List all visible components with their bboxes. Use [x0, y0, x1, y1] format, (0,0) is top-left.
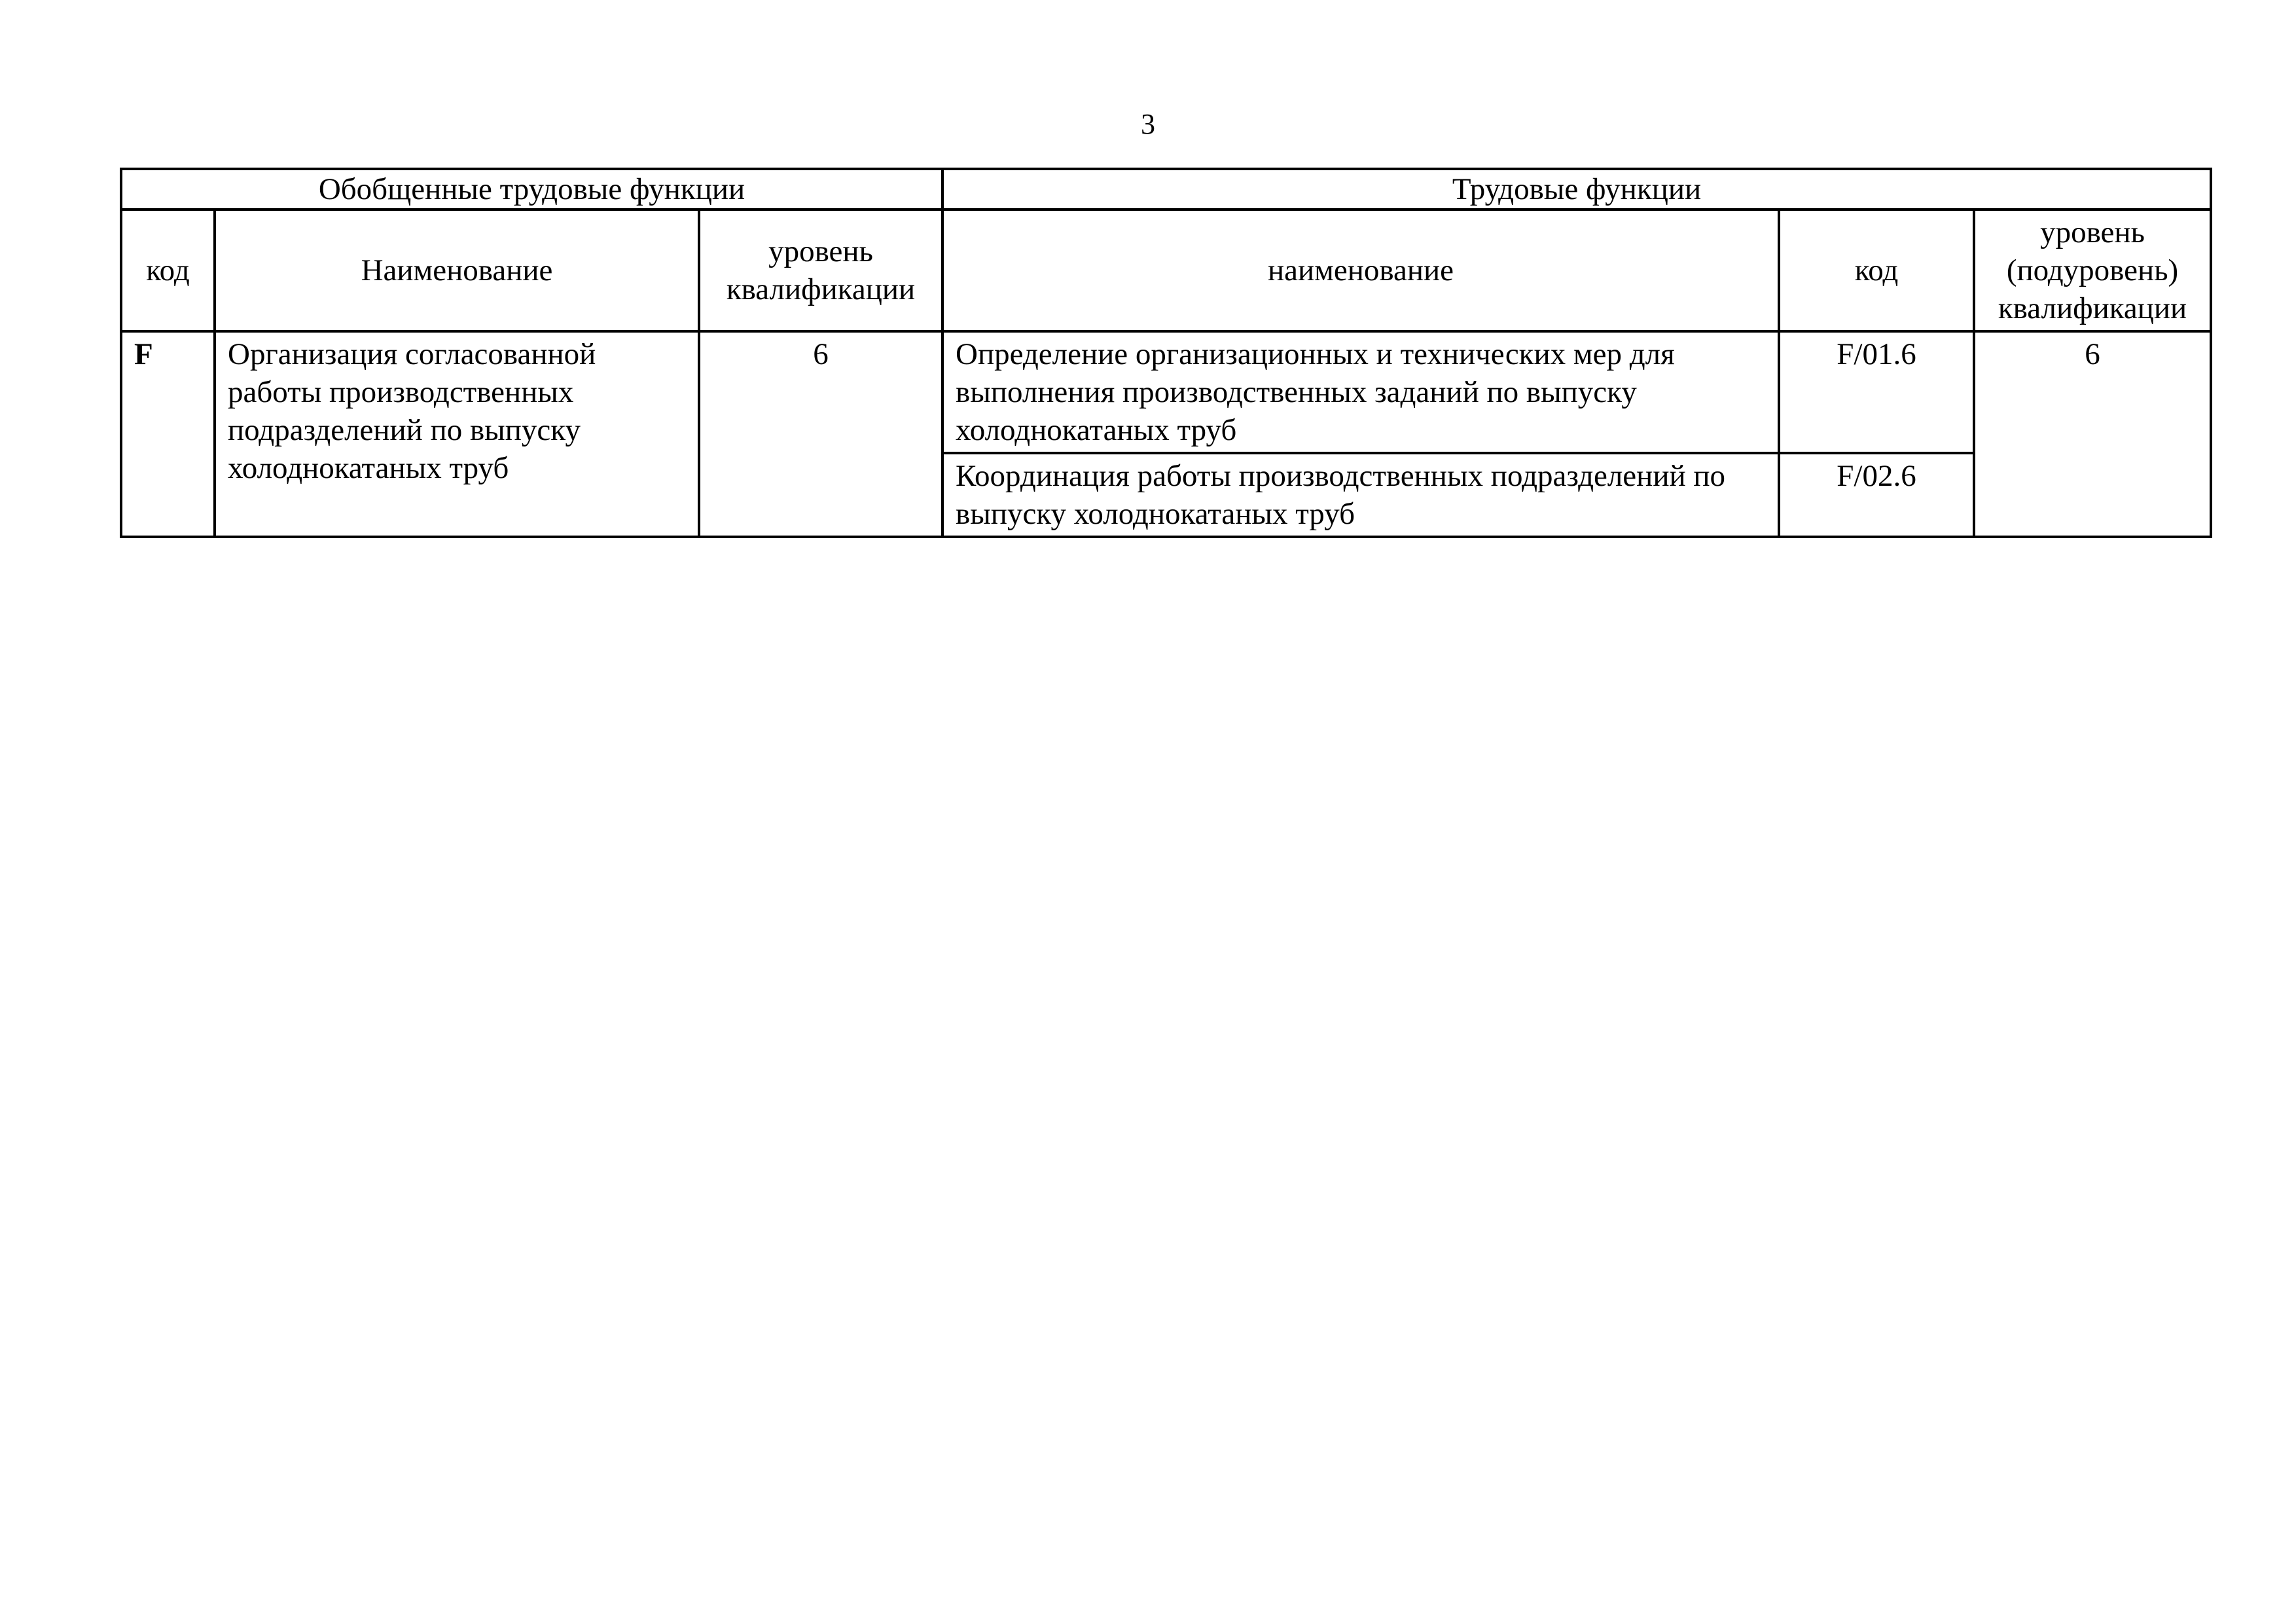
labor-functions-header: Трудовые функции: [942, 169, 2211, 210]
gtf-level-header: уровень квалификации: [699, 210, 942, 331]
gtf-code-cell: F: [121, 331, 215, 537]
tf-code-header: код: [1779, 210, 1974, 331]
table-row: [121, 331, 2211, 453]
tf-name-header: наименование: [942, 210, 1779, 331]
tf-code-cell: F/01.6: [1779, 331, 1974, 453]
page-number: 3: [1141, 108, 1155, 140]
tf-name-cell: Определение организационных и технических мер для выполнения производственных заданий по выпуску холоднокатаных труб: [942, 331, 1779, 453]
gtf-name-cell: Организация согласованной работы производственных подразделений по выпуску холоднокатаных труб: [215, 331, 699, 537]
tf-level-header: уровень (подуровень) квалификации: [1974, 210, 2211, 331]
group-header-row: [121, 169, 2211, 210]
labor-functions-table: [120, 168, 2212, 538]
tf-level-cell: 6: [1974, 331, 2211, 537]
generalized-functions-header: Обобщенные трудовые функции: [121, 169, 942, 210]
gtf-name-header: Наименование: [215, 210, 699, 331]
tf-code-cell: F/02.6: [1779, 453, 1974, 537]
column-header-row: [121, 210, 2211, 331]
gtf-code-header: код: [121, 210, 215, 331]
gtf-level-cell: 6: [699, 331, 942, 537]
tf-name-cell: Координация работы производственных подразделений по выпуску холоднокатаных труб: [942, 453, 1779, 537]
